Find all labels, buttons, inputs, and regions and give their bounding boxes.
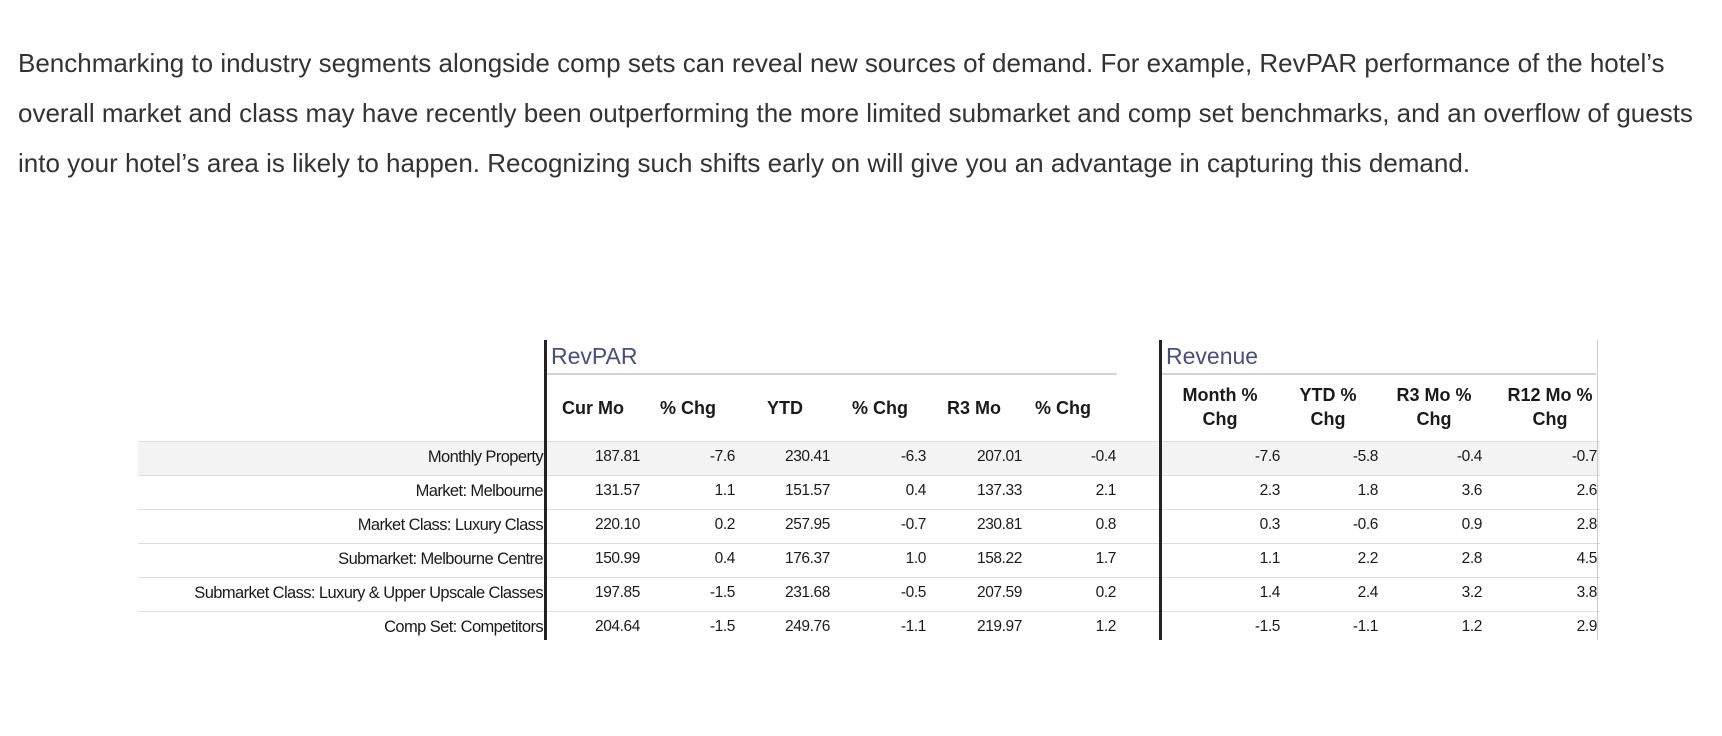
revenue-r12-mo-pct-chg-cell: 2.8 <box>1576 516 1597 533</box>
revpar-cur-mo-cell: 197.85 <box>594 584 640 601</box>
revenue-header-month <box>1170 383 1270 431</box>
row-label: Submarket Class: Luxury & Upper Upscale Classes <box>194 584 543 602</box>
revpar-title-rule <box>547 373 1117 375</box>
revpar-r3-mo-cell: 219.97 <box>976 618 1022 635</box>
revpar-cur-mo-pct-chg-cell: 1.1 <box>714 482 735 499</box>
revenue-ytd-pct-chg-cell: 2.2 <box>1357 550 1378 567</box>
row-separator <box>138 509 1600 510</box>
revpar-cur-mo-pct-chg-cell: -1.5 <box>709 618 735 635</box>
revenue-r12-mo-pct-chg-cell: -0.7 <box>1571 448 1597 465</box>
revpar-r3-mo-pct-chg-cell: 1.7 <box>1095 550 1116 567</box>
revenue-header-month-line2: Chg <box>1202 409 1238 429</box>
revpar-r3-mo-cell: 158.22 <box>976 550 1022 567</box>
revenue-r12-mo-pct-chg-cell: 3.8 <box>1576 584 1597 601</box>
revpar-r3-mo-cell: 207.59 <box>976 584 1022 601</box>
revpar-r3-mo-cell: 230.81 <box>976 516 1022 533</box>
revpar-r3-mo-cell: 207.01 <box>976 448 1022 465</box>
revenue-ytd-pct-chg-cell: -1.1 <box>1352 618 1378 635</box>
revenue-r3-mo-pct-chg-cell: 1.2 <box>1461 618 1482 635</box>
revpar-r3-mo-pct-chg-cell: -0.4 <box>1090 448 1116 465</box>
revpar-header-r3-pct-chg: % Chg <box>1035 398 1091 418</box>
revenue-ytd-pct-chg-cell: -0.6 <box>1352 516 1378 533</box>
revpar-cur-mo-cell: 204.64 <box>594 618 640 635</box>
revpar-ytd-pct-chg-cell: -0.5 <box>900 584 926 601</box>
row-label: Market Class: Luxury Class <box>357 516 543 534</box>
revpar-header-ytd: YTD <box>767 398 803 418</box>
revpar-ytd-pct-chg-cell: -0.7 <box>900 516 926 533</box>
revpar-ytd-cell: 249.76 <box>784 618 830 635</box>
revenue-r3-mo-pct-chg-cell: 0.9 <box>1461 516 1482 533</box>
row-label: Monthly Property <box>427 448 543 466</box>
revenue-month-pct-chg-cell: 0.3 <box>1259 516 1280 533</box>
revenue-month-pct-chg-cell: 1.1 <box>1259 550 1280 567</box>
revenue-header-month-line1: Month % <box>1182 385 1258 405</box>
row-label: Submarket: Melbourne Centre <box>338 550 543 568</box>
revenue-r3-mo-pct-chg-cell: 2.8 <box>1461 550 1482 567</box>
revenue-ytd-pct-chg-cell: 2.4 <box>1357 584 1378 601</box>
row-separator <box>138 543 1600 544</box>
revpar-r3-mo-pct-chg-cell: 1.2 <box>1095 618 1116 635</box>
revenue-month-pct-chg-cell: 1.4 <box>1259 584 1280 601</box>
revpar-ytd-pct-chg-cell: -1.1 <box>900 618 926 635</box>
row-separator <box>138 475 1600 476</box>
row-separator <box>138 577 1600 578</box>
revpar-r3-mo-cell: 137.33 <box>976 482 1022 499</box>
revenue-header-r12-line2: Chg <box>1532 409 1568 429</box>
revenue-title: Revenue <box>1166 343 1259 369</box>
revenue-month-pct-chg-cell: -7.6 <box>1254 448 1280 465</box>
revenue-r12-mo-pct-chg-cell: 2.9 <box>1576 618 1597 635</box>
revpar-cur-mo-pct-chg-cell: -1.5 <box>709 584 735 601</box>
revenue-month-pct-chg-cell: -1.5 <box>1254 618 1280 635</box>
revenue-title-rule <box>1162 373 1596 375</box>
revenue-r3-mo-pct-chg-cell: -0.4 <box>1456 448 1482 465</box>
revpar-ytd-cell: 176.37 <box>784 550 830 567</box>
row-background <box>138 441 1600 475</box>
revenue-header-ytd-line1: YTD % <box>1299 385 1357 405</box>
revpar-header-ytd-pct-chg: % Chg <box>852 398 908 418</box>
revpar-cur-mo-cell: 131.57 <box>594 482 640 499</box>
row-label: Market: Melbourne <box>415 482 543 500</box>
revenue-ytd-pct-chg-cell: -5.8 <box>1352 448 1378 465</box>
revpar-ytd-pct-chg-cell: 0.4 <box>905 482 926 499</box>
revpar-header-pct-chg: % Chg <box>660 398 716 418</box>
revenue-header-ytd-line2: Chg <box>1310 409 1346 429</box>
row-label: Comp Set: Competitors <box>384 618 543 636</box>
revpar-cur-mo-cell: 150.99 <box>594 550 640 567</box>
revenue-header-r12-line1: R12 Mo % <box>1507 385 1593 405</box>
revpar-cur-mo-pct-chg-cell: -7.6 <box>709 448 735 465</box>
revenue-divider <box>1159 340 1162 640</box>
revpar-header-r3-mo: R3 Mo <box>947 398 1001 418</box>
revpar-ytd-cell: 231.68 <box>784 584 830 601</box>
revpar-r3-mo-pct-chg-cell: 0.2 <box>1095 584 1116 601</box>
revenue-ytd-pct-chg-cell: 1.8 <box>1357 482 1378 499</box>
revpar-r3-mo-pct-chg-cell: 0.8 <box>1095 516 1116 533</box>
revenue-r12-mo-pct-chg-cell: 2.6 <box>1576 482 1597 499</box>
revpar-cur-mo-pct-chg-cell: 0.2 <box>714 516 735 533</box>
revpar-ytd-cell: 151.57 <box>784 482 830 499</box>
revpar-divider <box>544 340 547 640</box>
row-separator <box>138 441 1600 442</box>
revenue-r3-mo-pct-chg-cell: 3.2 <box>1461 584 1482 601</box>
revenue-month-pct-chg-cell: 2.3 <box>1259 482 1280 499</box>
revpar-ytd-cell: 230.41 <box>784 448 830 465</box>
row-separator <box>138 611 1600 612</box>
intro-paragraph: Benchmarking to industry segments alongside comp sets can reveal new sources of demand. For example, RevPAR performance of the hotel’s overall market and class may have recently been outperforming the more limited submarket and comp set benchmarks, and an overflow of guests into your hotel’s area is likely to happen. Recognizing such shifts early on will give you an advantage in capturing this demand. <box>18 48 1693 178</box>
revpar-header-cur-mo: Cur Mo <box>562 398 624 418</box>
revenue-header-ytd <box>1280 383 1376 431</box>
revpar-cur-mo-cell: 220.10 <box>594 516 640 533</box>
revpar-cur-mo-cell: 187.81 <box>594 448 640 465</box>
revpar-ytd-pct-chg-cell: 1.0 <box>905 550 926 567</box>
revpar-ytd-cell: 257.95 <box>784 516 830 533</box>
revpar-r3-mo-pct-chg-cell: 2.1 <box>1095 482 1116 499</box>
revenue-header-r3 <box>1379 383 1489 431</box>
revenue-header-r3-line1: R3 Mo % <box>1396 385 1472 405</box>
revpar-ytd-pct-chg-cell: -6.3 <box>900 448 926 465</box>
revpar-cur-mo-pct-chg-cell: 0.4 <box>714 550 735 567</box>
revenue-header-r3-line2: Chg <box>1416 409 1452 429</box>
revenue-r3-mo-pct-chg-cell: 3.6 <box>1461 482 1482 499</box>
revpar-title: RevPAR <box>551 343 638 369</box>
revenue-header-r12 <box>1494 383 1606 431</box>
revenue-r12-mo-pct-chg-cell: 4.5 <box>1576 550 1597 567</box>
